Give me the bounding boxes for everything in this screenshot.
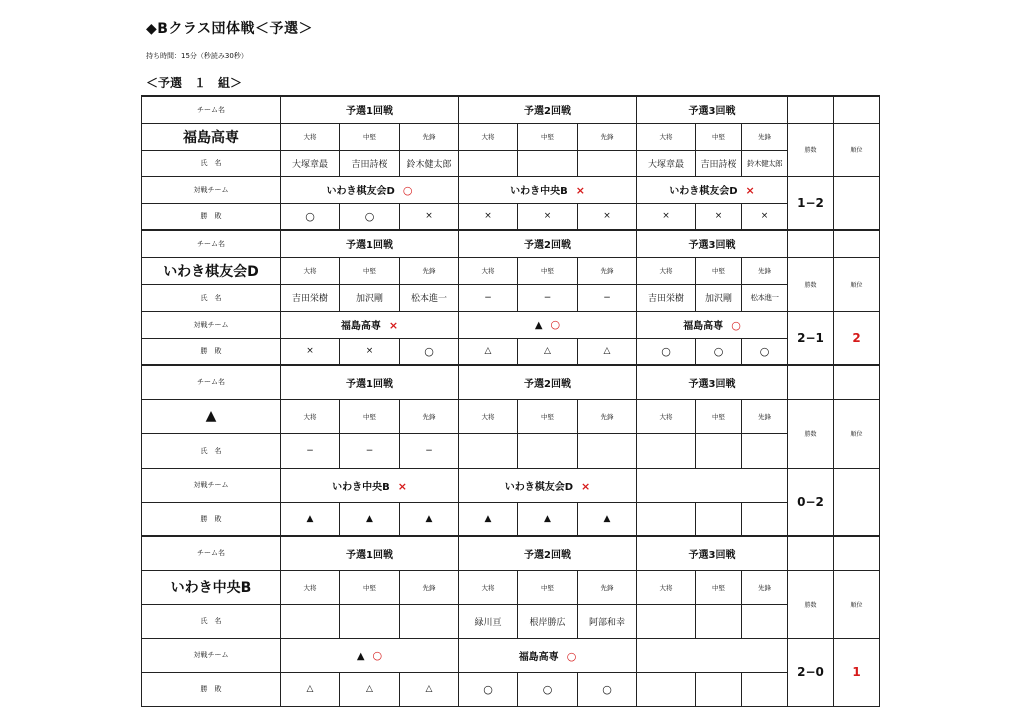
team-header-row: [142, 365, 880, 399]
opponent-cell: [637, 468, 788, 502]
player-name-label: 氏 名: [142, 284, 281, 311]
wins-header: 勝数: [788, 570, 834, 638]
player-name: [637, 604, 696, 638]
opponent-name: 福島高専: [340, 321, 381, 332]
player-name: [281, 604, 340, 638]
position-label: 大将: [637, 123, 696, 150]
results-body: [142, 96, 880, 706]
blank-cell: [834, 365, 880, 399]
game-result: [696, 672, 742, 706]
position-label: 大将: [459, 399, 518, 433]
round-header: 予選3回戦: [637, 96, 788, 123]
position-label: 先鋒: [742, 257, 788, 284]
player-name: [578, 150, 637, 176]
game-result: ▲: [340, 502, 400, 536]
blank-cell: [834, 536, 880, 570]
opponent-cell: [459, 638, 637, 672]
opponents-row: [142, 176, 880, 203]
match-result-mark: ○: [550, 318, 561, 331]
player-name: 松本進一: [742, 284, 788, 311]
round-header: 予選3回戦: [637, 536, 788, 570]
player-name: 鈴木健太郎: [742, 150, 788, 176]
player-name: 大塚章最: [637, 150, 696, 176]
game-result: ○: [518, 672, 578, 706]
game-result: [742, 672, 788, 706]
opponent-cell: [637, 638, 788, 672]
players-row: [142, 284, 880, 311]
team-name-label: チーム名: [142, 365, 281, 399]
position-label: 先鋒: [578, 123, 637, 150]
position-label: 先鋒: [742, 399, 788, 433]
position-label: 中堅: [340, 570, 400, 604]
game-result: ○: [400, 338, 459, 365]
game-result: ×: [518, 203, 578, 230]
position-label: 先鋒: [578, 399, 637, 433]
game-result: [637, 502, 696, 536]
player-name: 根岸勝広: [518, 604, 578, 638]
round-header: 予選3回戦: [637, 230, 788, 257]
position-label: 先鋒: [742, 570, 788, 604]
opponent-cell: [459, 468, 637, 502]
opponent-label: 対戦チーム: [142, 638, 281, 672]
players-row: [142, 433, 880, 468]
player-name: 松本進一: [400, 284, 459, 311]
positions-row: [142, 570, 880, 604]
game-result: △: [459, 338, 518, 365]
time-limit-note: 持ち時間：15分（秒読み30秒）: [146, 52, 248, 60]
rank: [834, 176, 880, 230]
positions-row: [142, 399, 880, 433]
rank: 2: [834, 311, 880, 365]
match-result-mark: ×: [745, 184, 755, 197]
game-result: ○: [281, 203, 340, 230]
opponent-name: いわき中央B: [510, 186, 568, 197]
score: 0−2: [788, 468, 834, 536]
position-label: 先鋒: [400, 399, 459, 433]
opponent-cell: [637, 311, 788, 338]
game-result: ×: [340, 338, 400, 365]
team-name: いわき棋友会D: [142, 257, 281, 284]
position-label: 中堅: [340, 399, 400, 433]
game-result: ○: [637, 338, 696, 365]
position-label: 大将: [281, 570, 340, 604]
opponent-cell: [459, 176, 637, 203]
game-result: ×: [281, 338, 340, 365]
player-name-label: 氏 名: [142, 604, 281, 638]
game-result: [696, 502, 742, 536]
game-result: ▲: [281, 502, 340, 536]
rank-header: 順位: [834, 399, 880, 468]
opponent-label: 対戦チーム: [142, 468, 281, 502]
team-name-label: チーム名: [142, 230, 281, 257]
opponent-name: いわき棋友会D: [504, 481, 574, 493]
rank-header: 順位: [834, 123, 880, 176]
rank-header: 順位: [834, 257, 880, 311]
match-result-mark: ○: [731, 319, 741, 332]
team-header-row: [142, 230, 880, 257]
game-result: ○: [459, 672, 518, 706]
opponent-name: ▲: [534, 320, 543, 331]
player-name: −: [400, 433, 459, 468]
opponent-name: いわき中央B: [332, 481, 390, 493]
player-name-label: 氏 名: [142, 433, 281, 468]
opponent-cell: [281, 176, 459, 203]
player-name: [696, 433, 742, 468]
player-name: [742, 433, 788, 468]
team-name: 福島高専: [142, 123, 281, 150]
result-label: 勝 敗: [142, 672, 281, 706]
match-result-mark: ×: [581, 479, 591, 493]
player-name: −: [281, 433, 340, 468]
match-result-mark: ○: [402, 184, 413, 197]
game-result: ×: [637, 203, 696, 230]
opponent-cell: [281, 311, 459, 338]
opponents-row: [142, 311, 880, 338]
player-name: [340, 604, 400, 638]
game-result: △: [281, 672, 340, 706]
round-header: 予選1回戦: [281, 536, 459, 570]
player-name: 緑川亘: [459, 604, 518, 638]
result-label: 勝 敗: [142, 502, 281, 536]
match-result-mark: ×: [575, 184, 585, 197]
position-label: 中堅: [696, 257, 742, 284]
players-row: [142, 604, 880, 638]
player-name: [518, 150, 578, 176]
score: 1−2: [788, 176, 834, 230]
player-name: 加沢剛: [696, 284, 742, 311]
opponent-label: 対戦チーム: [142, 311, 281, 338]
position-label: 中堅: [518, 570, 578, 604]
player-name: [459, 150, 518, 176]
player-name: 鈴木健太郎: [400, 150, 459, 176]
game-result: ×: [459, 203, 518, 230]
result-label: 勝 敗: [142, 203, 281, 230]
player-name: [637, 433, 696, 468]
round-header: 予選2回戦: [459, 230, 637, 257]
game-result: △: [518, 338, 578, 365]
opponent-name: ▲: [356, 650, 365, 662]
position-label: 先鋒: [578, 257, 637, 284]
game-result: ▲: [578, 502, 637, 536]
game-result: ▲: [400, 502, 459, 536]
blank-cell: [788, 230, 834, 257]
player-name: 吉田詩桜: [696, 150, 742, 176]
position-label: 大将: [459, 570, 518, 604]
opponents-row: [142, 468, 880, 502]
rank: 1: [834, 638, 880, 706]
match-result-mark: ○: [566, 649, 577, 663]
score: 2−0: [788, 638, 834, 706]
wins-header: 勝数: [788, 123, 834, 176]
game-result: ×: [400, 203, 459, 230]
game-result: △: [578, 338, 637, 365]
wins-header: 勝数: [788, 257, 834, 311]
position-label: 先鋒: [400, 257, 459, 284]
blank-cell: [834, 230, 880, 257]
position-label: 先鋒: [742, 123, 788, 150]
player-name: 吉田栄樹: [637, 284, 696, 311]
game-result: ×: [696, 203, 742, 230]
player-name: 大塚章最: [281, 150, 340, 176]
game-result: △: [340, 672, 400, 706]
player-name: 阿部和幸: [578, 604, 637, 638]
opponent-name: いわき棋友会D: [326, 186, 395, 197]
opponent-cell: [637, 176, 788, 203]
position-label: 中堅: [518, 399, 578, 433]
position-label: 先鋒: [400, 123, 459, 150]
team-header-row: [142, 96, 880, 123]
rank: [834, 468, 880, 536]
position-label: 大将: [637, 399, 696, 433]
opponents-row: [142, 638, 880, 672]
results-row: [142, 203, 880, 230]
position-label: 中堅: [518, 257, 578, 284]
player-name: 吉田栄樹: [281, 284, 340, 311]
blank-cell: [788, 96, 834, 123]
player-name: 吉田詩桜: [340, 150, 400, 176]
game-result: [742, 502, 788, 536]
blank-cell: [834, 96, 880, 123]
player-name: [400, 604, 459, 638]
player-name: [742, 604, 788, 638]
player-name: [696, 604, 742, 638]
positions-row: [142, 257, 880, 284]
position-label: 大将: [637, 257, 696, 284]
game-result: ○: [578, 672, 637, 706]
round-header: 予選2回戦: [459, 536, 637, 570]
position-label: 中堅: [696, 123, 742, 150]
player-name: −: [518, 284, 578, 311]
player-name: [518, 433, 578, 468]
opponent-name: いわき棋友会D: [669, 186, 738, 197]
round-header: 予選1回戦: [281, 230, 459, 257]
group-title: ＜予選 １ 組＞: [146, 76, 243, 90]
players-row: [142, 150, 880, 176]
game-result: ○: [696, 338, 742, 365]
game-result: ○: [340, 203, 400, 230]
position-label: 中堅: [340, 257, 400, 284]
results-row: [142, 672, 880, 706]
game-result: ○: [742, 338, 788, 365]
position-label: 中堅: [696, 399, 742, 433]
game-result: △: [400, 672, 459, 706]
opponent-label: 対戦チーム: [142, 176, 281, 203]
position-label: 大将: [637, 570, 696, 604]
match-result-mark: ○: [372, 648, 383, 662]
opponent-name: 福島高専: [518, 651, 559, 663]
player-name: [578, 433, 637, 468]
position-label: 中堅: [518, 123, 578, 150]
score: 2−1: [788, 311, 834, 365]
team-name-label: チーム名: [142, 96, 281, 123]
round-header: 予選1回戦: [281, 96, 459, 123]
opponent-cell: [281, 468, 459, 502]
round-header: 予選1回戦: [281, 365, 459, 399]
player-name-label: 氏 名: [142, 150, 281, 176]
team-header-row: [142, 536, 880, 570]
position-label: 中堅: [340, 123, 400, 150]
rank-header: 順位: [834, 570, 880, 638]
position-label: 大将: [281, 123, 340, 150]
blank-cell: [788, 365, 834, 399]
team-name: いわき中央B: [142, 570, 281, 604]
opponent-name: 福島高専: [683, 321, 724, 332]
wins-header: 勝数: [788, 399, 834, 468]
player-name: −: [340, 433, 400, 468]
position-label: 中堅: [696, 570, 742, 604]
blank-cell: [788, 536, 834, 570]
game-result: ▲: [459, 502, 518, 536]
game-result: ×: [578, 203, 637, 230]
position-label: 大将: [459, 123, 518, 150]
player-name: [459, 433, 518, 468]
round-header: 予選3回戦: [637, 365, 788, 399]
game-result: [637, 672, 696, 706]
results-row: [142, 338, 880, 365]
page-title: ◆Bクラス団体戦＜予選＞: [146, 21, 314, 37]
position-label: 先鋒: [578, 570, 637, 604]
match-result-mark: ×: [388, 319, 399, 332]
player-name: −: [459, 284, 518, 311]
round-header: 予選2回戦: [459, 365, 637, 399]
match-result-mark: ×: [397, 479, 407, 493]
position-label: 先鋒: [400, 570, 459, 604]
player-name: 加沢剛: [340, 284, 400, 311]
position-label: 大将: [281, 399, 340, 433]
game-result: ×: [742, 203, 788, 230]
results-row: [142, 502, 880, 536]
opponent-cell: [281, 638, 459, 672]
game-result: ▲: [518, 502, 578, 536]
opponent-cell: [459, 311, 637, 338]
position-label: 大将: [281, 257, 340, 284]
result-label: 勝 敗: [142, 338, 281, 365]
positions-row: [142, 123, 880, 150]
position-label: 大将: [459, 257, 518, 284]
results-table: [141, 95, 880, 707]
team-name: ▲: [142, 399, 281, 433]
team-name-label: チーム名: [142, 536, 281, 570]
player-name: −: [578, 284, 637, 311]
round-header: 予選2回戦: [459, 96, 637, 123]
